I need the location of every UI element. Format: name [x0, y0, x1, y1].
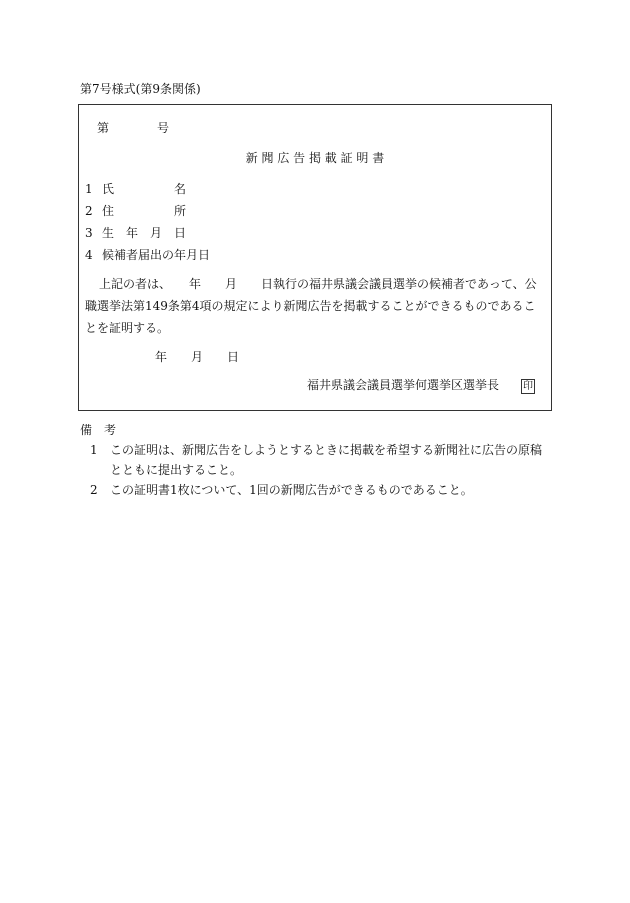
- field-name-label: 氏 名: [102, 182, 187, 196]
- note-number: 1: [90, 443, 98, 457]
- certificate-box: [78, 104, 552, 411]
- number-prefix: 第: [97, 121, 110, 135]
- issuer-name: 福井県議会議員選挙何選挙区選挙長: [306, 378, 499, 392]
- note-item: [90, 480, 550, 500]
- field-filing-date-label: 候補者届出の年月日: [102, 248, 211, 262]
- seal-mark: 印: [523, 381, 533, 392]
- field-number: 4: [85, 248, 93, 262]
- form-label: 第7号様式(第9条関係): [80, 82, 201, 96]
- note-item: [90, 440, 550, 480]
- field-birthdate-label: 生 年 月 日: [102, 226, 187, 240]
- notes-heading: 備 考: [80, 423, 117, 437]
- note-text: この証明書1枚について、1回の新聞広告ができるものであること。: [110, 483, 473, 497]
- field-number: 1: [85, 182, 93, 196]
- certificate-body: 上記の者は、 年 月 日執行の福井県議会議員選挙の候補者であって、公職選挙法第149条第4項の規定により新聞広告を掲載することができるものであることを証明する。: [85, 277, 537, 335]
- notes-section: [80, 420, 550, 500]
- certificate-title: 新 聞 広 告 掲 載 証 明 書: [245, 151, 385, 165]
- field-address-label: 住 所: [102, 204, 187, 218]
- number-suffix: 号: [157, 121, 170, 135]
- note-number: 2: [90, 483, 98, 497]
- date-line: 年 月 日: [155, 350, 240, 364]
- field-number: 2: [85, 204, 93, 218]
- issuer-line: [307, 379, 535, 394]
- field-number: 3: [85, 226, 93, 240]
- note-text: この証明は、新聞広告をしようとするときに掲載を希望する新聞社に広告の原稿とともに提出すること。: [110, 443, 543, 477]
